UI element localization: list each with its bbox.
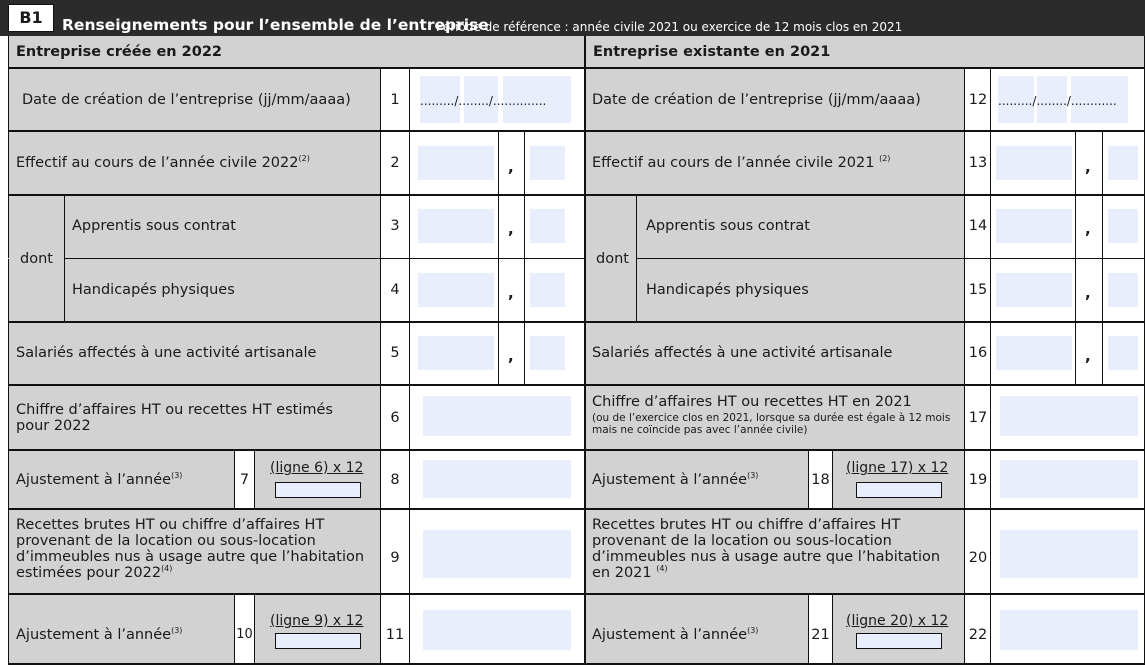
left-ca-label: Chiffre d’affaires HT ou recettes HT estimés pour 2022 bbox=[16, 402, 333, 434]
right-line-17: 17 bbox=[968, 410, 988, 426]
reference-period: Période de référence : année civile 2021 ou exercice de 12 mois clos en 2021 bbox=[436, 20, 903, 34]
left-adjust1-formula: (ligne 6) x 12 bbox=[270, 460, 364, 476]
left-artisan-label: Salariés affectés à une activité artisanale bbox=[16, 345, 317, 361]
right-line-21: 21 bbox=[811, 627, 830, 643]
right-ca-label: Chiffre d’affaires HT ou recettes HT en 2021 bbox=[592, 394, 912, 410]
left-artisan-int-field[interactable] bbox=[418, 336, 494, 370]
right-staff-comma: , bbox=[1085, 158, 1091, 176]
right-adjust1-field[interactable] bbox=[1000, 460, 1138, 498]
left-rec-field[interactable] bbox=[423, 530, 571, 578]
right-handicap-dec-field[interactable] bbox=[1108, 273, 1138, 307]
left-line-4: 4 bbox=[390, 282, 400, 298]
right-line-16: 16 bbox=[968, 345, 988, 361]
right-apprentis-label: Apprentis sous contrat bbox=[646, 218, 810, 234]
left-handicap-int-field[interactable] bbox=[418, 273, 494, 307]
left-line-10: 10 bbox=[236, 627, 253, 642]
left-artisan-dec-field[interactable] bbox=[530, 336, 565, 370]
right-staff-dec-field[interactable] bbox=[1108, 146, 1138, 180]
left-handicap-label: Handicapés physiques bbox=[72, 282, 235, 298]
left-heading: Entreprise créée en 2022 bbox=[16, 44, 223, 60]
left-apprentis-comma: , bbox=[508, 220, 514, 238]
right-creation-date-label: Date de création de l’entreprise (jj/mm/aaaa) bbox=[592, 92, 921, 108]
right-rec-label: Recettes brutes HT ou chiffre d’affaires HT provenant de la location ou sous-location d’immeubles nus à usage autre que l’habitation en 2021 $^{(4)}$ bbox=[592, 517, 941, 581]
right-adjust2-days-field[interactable] bbox=[856, 633, 942, 649]
left-apprentis-dec-field[interactable] bbox=[530, 209, 565, 243]
section-badge: B1 bbox=[8, 4, 54, 32]
right-dont-label: dont bbox=[596, 251, 629, 267]
right-line-19: 19 bbox=[968, 472, 988, 488]
left-line-3: 3 bbox=[390, 218, 400, 234]
left-handicap-dec-field[interactable] bbox=[530, 273, 565, 307]
left-line-9: 9 bbox=[390, 550, 400, 566]
right-adjust1-days-field[interactable] bbox=[856, 482, 942, 498]
right-line-15: 15 bbox=[968, 282, 988, 298]
right-adjust2-formula: (ligne 20) x 12 bbox=[846, 613, 949, 629]
left-staff-label: Effectif au cours de l’année civile 2022$^{(2)}$ bbox=[16, 154, 310, 171]
left-adjust1-days-field[interactable] bbox=[275, 482, 361, 498]
right-line-20: 20 bbox=[968, 550, 988, 566]
right-artisan-label: Salariés affectés à une activité artisanale bbox=[592, 345, 893, 361]
right-line-14: 14 bbox=[968, 218, 988, 234]
right-handicap-label: Handicapés physiques bbox=[646, 282, 809, 298]
left-adjust1-field[interactable] bbox=[423, 460, 571, 498]
right-line-18: 18 bbox=[811, 472, 830, 488]
right-line-22: 22 bbox=[968, 627, 988, 643]
left-handicap-comma: , bbox=[508, 284, 514, 302]
left-line-8: 8 bbox=[390, 472, 400, 488]
right-staff-int-field[interactable] bbox=[996, 146, 1072, 180]
right-apprentis-dec-field[interactable] bbox=[1108, 209, 1138, 243]
left-creation-date-label: Date de création de l’entreprise (jj/mm/aaaa) bbox=[22, 92, 351, 108]
right-artisan-int-field[interactable] bbox=[996, 336, 1072, 370]
right-heading: Entreprise existante en 2021 bbox=[593, 44, 831, 60]
left-adjust2-formula: (ligne 9) x 12 bbox=[270, 613, 364, 629]
left-adjust2-field[interactable] bbox=[423, 610, 571, 650]
left-adjust2-days-field[interactable] bbox=[275, 633, 361, 649]
right-handicap-comma: , bbox=[1085, 284, 1091, 302]
right-apprentis-comma: , bbox=[1085, 220, 1091, 238]
left-adjust2-label: Ajustement à l’année$^{(3)}$ bbox=[16, 626, 183, 643]
right-rec-field[interactable] bbox=[1000, 530, 1138, 578]
left-line-1: 1 bbox=[390, 92, 400, 108]
left-line-2: 2 bbox=[390, 155, 400, 171]
left-ca-field[interactable] bbox=[423, 396, 571, 436]
left-line-7: 7 bbox=[239, 472, 250, 488]
left-artisan-comma: , bbox=[508, 347, 514, 365]
left-date-placeholder: ........./......../.............. bbox=[420, 94, 547, 108]
left-rec-label: Recettes brutes HT ou chiffre d’affaires HT provenant de la location ou sous-location d’immeubles nus à usage autre que l’habitation estimées pour 2022$^{(4)}$ bbox=[16, 517, 365, 581]
right-line-13: 13 bbox=[968, 155, 988, 171]
right-staff-label: Effectif au cours de l’année civile 2021 $^{(2)}$ bbox=[592, 154, 891, 171]
left-staff-comma: , bbox=[508, 158, 514, 176]
right-artisan-comma: , bbox=[1085, 347, 1091, 365]
right-adjust1-formula: (ligne 17) x 12 bbox=[846, 460, 949, 476]
right-date-placeholder: ........./......../............ bbox=[998, 94, 1117, 108]
left-line-5: 5 bbox=[390, 345, 400, 361]
section-title: Renseignements pour l’ensemble de l’entreprise bbox=[62, 16, 489, 34]
right-adjust2-field[interactable] bbox=[1000, 610, 1138, 650]
right-handicap-int-field[interactable] bbox=[996, 273, 1072, 307]
left-adjust1-label: Ajustement à l’année$^{(3)}$ bbox=[16, 471, 183, 488]
left-dont-label: dont bbox=[20, 251, 53, 267]
right-artisan-dec-field[interactable] bbox=[1108, 336, 1138, 370]
left-line-6: 6 bbox=[390, 410, 400, 426]
right-ca-subtext: (ou de l’exercice clos en 2021, lorsque sa durée est égale à 12 mois mais ne coïncide pas avec l’année civile) bbox=[592, 412, 951, 436]
left-apprentis-label: Apprentis sous contrat bbox=[72, 218, 236, 234]
right-adjust2-label: Ajustement à l’année$^{(3)}$ bbox=[592, 626, 759, 643]
right-line-12: 12 bbox=[968, 92, 988, 108]
right-adjust1-label: Ajustement à l’année$^{(3)}$ bbox=[592, 471, 759, 488]
right-apprentis-int-field[interactable] bbox=[996, 209, 1072, 243]
right-ca-field[interactable] bbox=[1000, 396, 1138, 436]
left-line-11: 11 bbox=[385, 627, 405, 643]
left-staff-dec-field[interactable] bbox=[530, 146, 565, 180]
left-staff-int-field[interactable] bbox=[418, 146, 494, 180]
left-apprentis-int-field[interactable] bbox=[418, 209, 494, 243]
